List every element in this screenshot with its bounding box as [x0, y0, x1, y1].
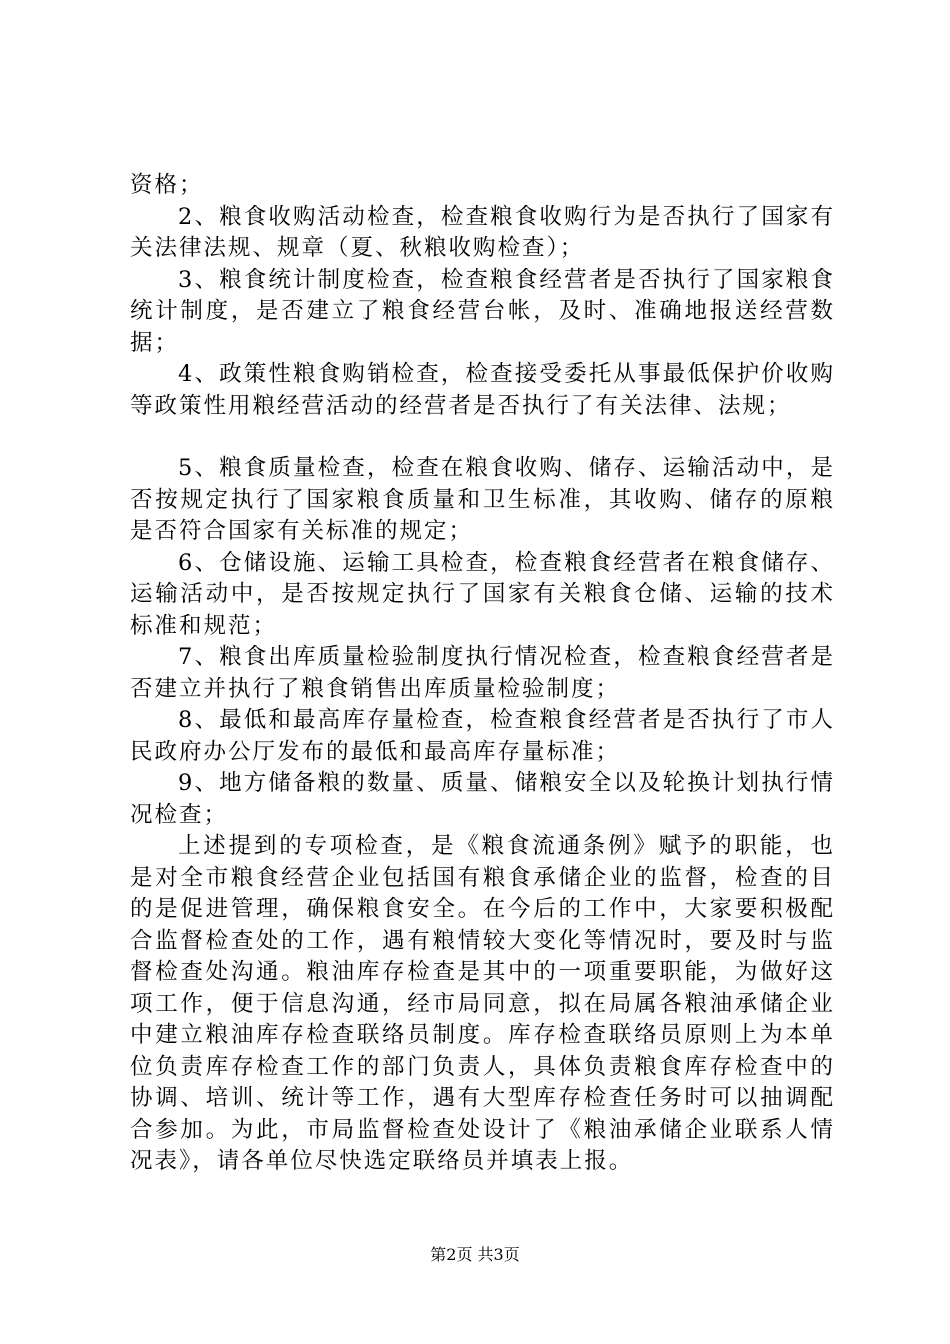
paragraph-continuation: 资格；	[130, 172, 204, 198]
paragraph-item-3: 3、粮食统计制度检查，检查粮食经营者是否执行了国家粮食统计制度，是否建立了粮食经营台帐，及时、准确地报送经营数据；	[130, 266, 835, 356]
paragraph-summary: 上述提到的专项检查，是《粮食流通条例》赋予的职能，也是对全市粮食经营企业包括国有粮食承储企业的监督，检查的目的是促进管理，确保粮食安全。在今后的工作中，大家要积极配合监督检查处的工作，遇有粮情较大变化等情况时，要及时与监督检查处沟通。粮油库存检查是其中的一项重要职能，为做好这项工作，便于信息沟通，经市局同意，拟在局属各粮油承储企业中建立粮油库存检查联络员制度。库存检查联络员原则上为本单位负责库存检查工作的部门负责人，具体负责粮食库存检查中的协调、培训、统计等工作，遇有大型库存检查任务时可以抽调配合参加。为此，市局监督检查处设计了《粮油承储企业联系人情况表》，请各单位尽快选定联络员并填表上报。	[130, 833, 835, 1174]
page-number-footer: 第2页 共3页	[430, 1245, 520, 1264]
paragraph-item-2: 2、粮食收购活动检查，检查粮食收购行为是否执行了国家有关法律法规、规章（夏、秋粮收购检查）；	[130, 203, 835, 261]
paragraph-item-5: 5、粮食质量检查，检查在粮食收购、储存、运输活动中，是否按规定执行了国家粮食质量和卫生标准，其收购、储存的原粮是否符合国家有关标准的规定；	[130, 455, 835, 544]
document-body	[130, 170, 835, 1178]
paragraph-item-4: 4、政策性粮食购销检查，检查接受委托从事最低保护价收购等政策性用粮经营活动的经营者是否执行了有关法律、法规；	[130, 361, 835, 419]
paragraph-item-8: 8、最低和最高库存量检查，检查粮食经营者是否执行了市人民政府办公厅发布的最低和最高库存量标准；	[130, 707, 835, 765]
paragraph-item-9: 9、地方储备粮的数量、质量、储粮安全以及轮换计划执行情况检查；	[130, 770, 835, 828]
paragraph-item-6: 6、仓储设施、运输工具检查，检查粮食经营者在粮食储存、运输活动中，是否按规定执行了国家有关粮食仓储、运输的技术标准和规范；	[130, 549, 835, 639]
paragraph-item-7: 7、粮食出库质量检验制度执行情况检查，检查粮食经营者是否建立并执行了粮食销售出库质量检验制度；	[130, 644, 835, 702]
